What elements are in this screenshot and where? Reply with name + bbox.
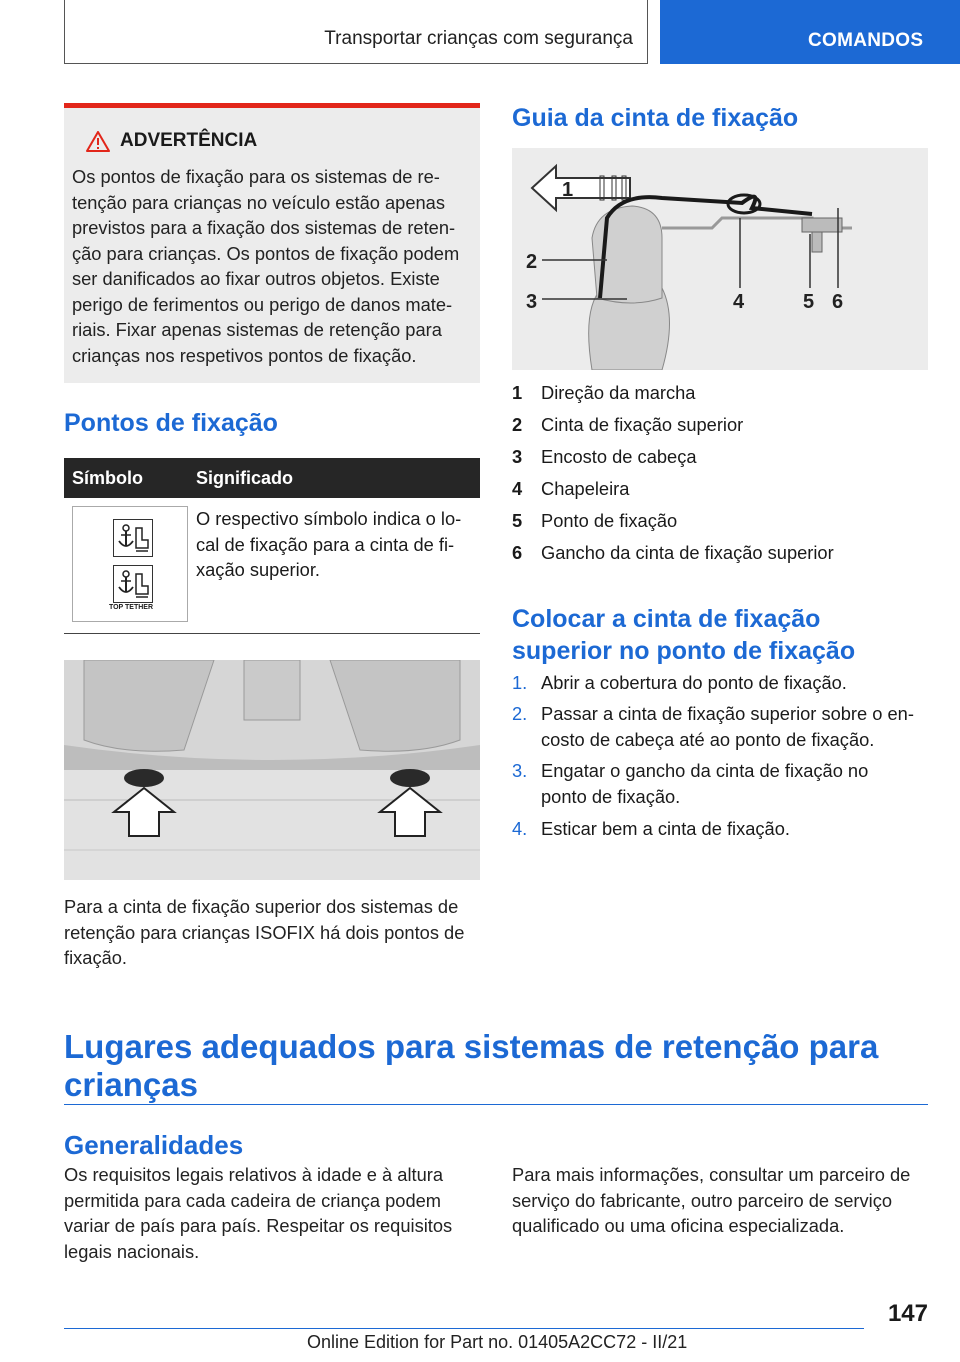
general-subheading: Generalidades — [64, 1130, 244, 1160]
strap-guide-diagram — [512, 148, 928, 370]
top-tether-anchor-icon — [113, 565, 153, 603]
chapter-title: Transportar crianças com segurança — [324, 28, 633, 49]
legend-item: 6 Gancho da cinta de fixação superior — [512, 542, 834, 563]
callout-4: 4 — [733, 291, 745, 313]
legend-item: 4 Chapeleira — [512, 478, 630, 499]
symbol-cell — [72, 506, 188, 622]
strap-guide-heading: Guia da cinta de fixação — [512, 104, 799, 132]
anchor-points-heading: Pontos de fixação — [64, 409, 278, 437]
callout-5: 5 — [803, 291, 815, 313]
symbol-table-header — [64, 458, 480, 498]
page-number: 147 — [887, 1300, 928, 1327]
step-item: 2. Passar a cinta de fixação superior sobre o en- costo de cabeça até ao ponto de fixação. — [512, 703, 914, 750]
legend-item: 2 Cinta de fixação superior — [512, 414, 744, 435]
col-meaning-header: Significado — [196, 468, 294, 488]
warning-triangle-icon — [86, 131, 110, 152]
legend-item: 3 Encosto de cabeça — [512, 446, 697, 467]
photo-caption: Para a cinta de fixação superior dos sistemas de retenção para crianças ISOFIX há dois pontos de fixação. — [64, 896, 465, 968]
suitable-places-heading: Lugares adequados para sistemas de retenção para crianças — [64, 1028, 879, 1103]
section-label: COMANDOS — [808, 30, 924, 51]
rear-shelf-photo — [64, 660, 480, 880]
heading-divider — [64, 1104, 928, 1105]
attach-strap-heading: Colocar a cinta de fixação superior no ponto de fixação — [512, 605, 856, 665]
header-section-tab[interactable] — [660, 0, 960, 64]
general-text-right: Para mais informações, consultar um parceiro de serviço do fabricante, outro parceiro de serviço qualificado ou uma oficina especializada. — [512, 1164, 911, 1236]
header-chapter-tab — [64, 0, 648, 64]
footer-divider — [64, 1328, 864, 1329]
step-item: 1. Abrir a cobertura do ponto de fixação. — [512, 672, 847, 693]
col-symbol-header: Símbolo — [72, 468, 143, 488]
general-text-left: Os requisitos legais relativos à idade e à altura permitida para cada cadeira de criança podem variar de país para país. Respeitar os requisitos legais nacionais. — [64, 1164, 453, 1262]
callout-2: 2 — [526, 251, 538, 273]
legend-item: 5 Ponto de fixação — [512, 510, 678, 531]
symbol-meaning: O respectivo símbolo indica o lo-cal de fixação para a cinta de fi-xação superior. — [196, 508, 462, 580]
warning-header — [86, 130, 472, 152]
legend-item: 1 Direção da marcha — [512, 382, 696, 403]
top-tether-caption: TOP TETHER — [108, 604, 154, 611]
step-item: 3. Engatar o gancho da cinta de fixação no ponto de fixação. — [512, 760, 869, 807]
table-row — [64, 498, 480, 634]
footer-edition[interactable]: Online Edition for Part no. 01405A2CC72 - II/21 — [307, 1332, 688, 1352]
callout-1: 1 — [562, 179, 574, 201]
step-item: 4. Esticar bem a cinta de fixação. — [512, 818, 790, 839]
callout-6: 6 — [832, 291, 844, 313]
top-tether-anchor-icon — [113, 519, 153, 557]
warning-title: ADVERTÊNCIA — [120, 130, 258, 151]
warning-text: Os pontos de fixação para os sistemas de re-tenção para crianças no veículo estão apenas previstos para a fixação dos sistemas de reten-ção para crianças. Os pontos de fixação podem ser danificados ao fixar outros objetos. Existe perigo de ferimentos ou perigo de danos mate-riais. Fixar apenas sistemas de retenção para crianças nos respetivos pontos de fixação. — [72, 166, 460, 366]
warning-box — [64, 103, 480, 383]
callout-3: 3 — [526, 291, 538, 313]
